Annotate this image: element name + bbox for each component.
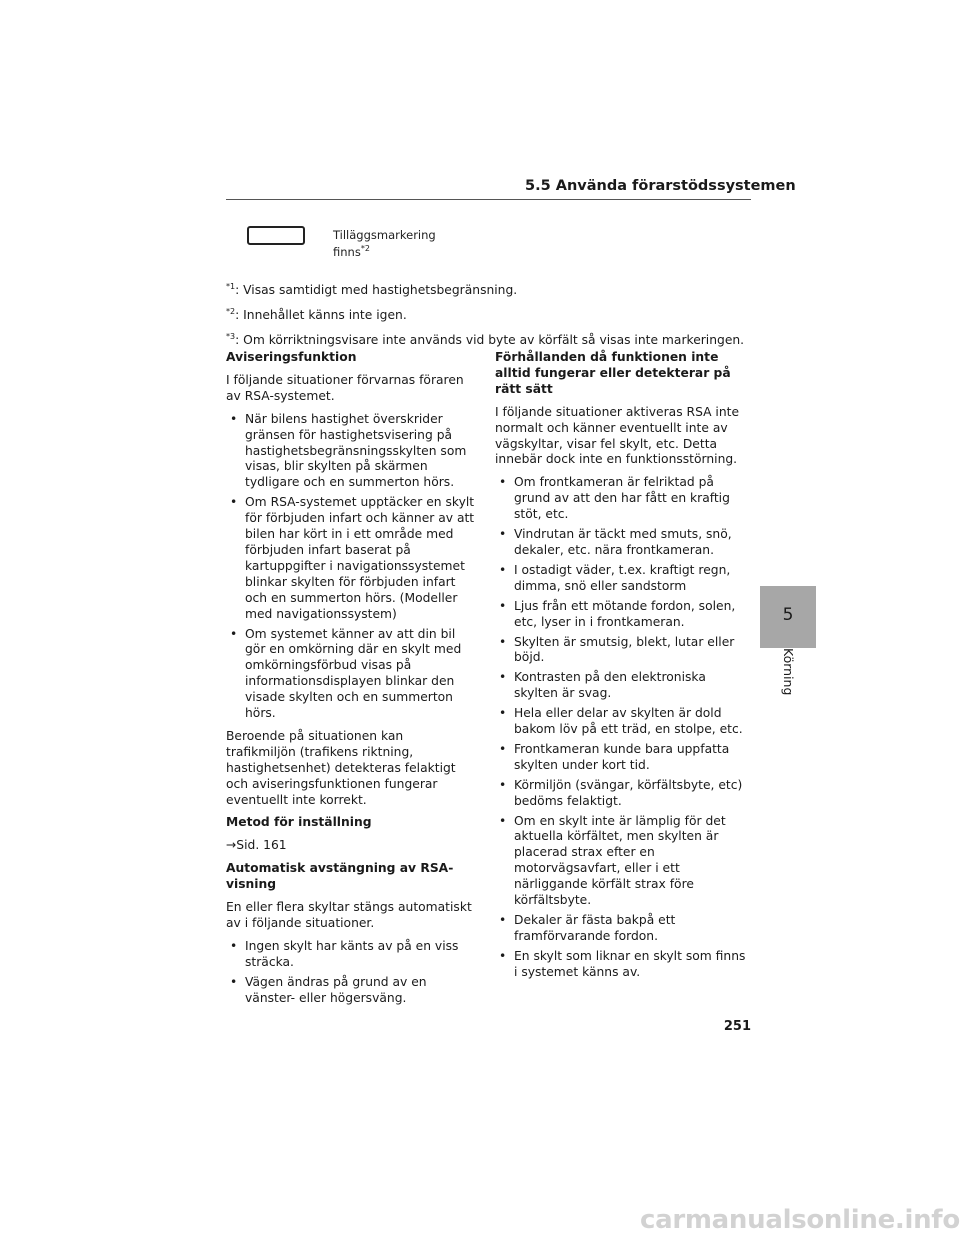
list-item (495, 563, 751, 595)
footnote-mark: *1 (226, 282, 236, 291)
list-item-text: Dekaler är fästa bakpå ett framförvarande fordon. (514, 913, 676, 943)
bullet-icon: • (499, 598, 507, 613)
list-item-text: Frontkameran kunde bara uppfatta skylten under kort tid. (514, 741, 730, 772)
bullet-icon: • (230, 974, 238, 989)
bullet-icon: • (499, 948, 507, 963)
list-item-text: När bilens hastighet överskrider gränsen för hastighetsvisering på hastighetsbegränsningsskylten som visas, blir skylten på skärmen tydligare och en summerton hörs. (245, 411, 467, 490)
footnote-1 (226, 280, 766, 297)
heading-automatic-shutoff: Automatisk avstängning av RSA-visning (226, 861, 454, 892)
paragraph: Beroende på situationen kan trafikmiljön (trafikens riktning, hastighetsenhet) detekteras felaktigt och aviseringsfunktionen fungerar eventuellt inte korrekt. (226, 728, 456, 807)
sign-label (333, 228, 436, 259)
bullet-icon: • (230, 495, 238, 510)
list-item-text: Om systemet känner av att din bil gör en omkörning där en skylt med omkörningsförbud visas på informationsdisplayen blinkar den visade skylten och en summerton hörs. (245, 626, 462, 721)
list-item-text: I ostadigt väder, t.ex. kraftigt regn, dimma, snö eller sandstorm (514, 562, 731, 593)
section-title: 5.5 Använda förarstödssystemen (525, 178, 796, 194)
bullet-icon: • (230, 626, 238, 641)
left-column (226, 350, 476, 1014)
bullet-icon: • (499, 527, 507, 542)
blank-sign-icon (247, 226, 305, 245)
list-item (495, 814, 751, 909)
bullet-icon: • (499, 562, 507, 577)
list-item (226, 975, 476, 1007)
paragraph: I följande situationer aktiveras RSA inte normalt och känner eventuellt inte av vägskyltar, visar fel skylt, etc. Detta innebär dock inte en funktionsstörning. (495, 404, 740, 467)
heading-settings-method: Metod för inställning (226, 815, 372, 830)
bullet-icon: • (499, 475, 507, 490)
footnote-text: : Om körriktningsvisare inte används vid byte av körfält så visas inte markeringen. (235, 333, 745, 348)
page-number: 251 (723, 1019, 751, 1034)
sign-label-line2: finns (333, 244, 361, 259)
footnotes (226, 280, 766, 355)
list-item (495, 949, 751, 981)
paragraph: En eller flera skyltar stängs automatiskt av i följande situationer. (226, 900, 472, 930)
footnote-mark: *3 (226, 332, 236, 342)
list-item-text: Om en skylt inte är lämplig för det aktuella körfältet, men skylten är placerad strax efter en motorvägsavfart, eller i ett närliggande körfält strax före körfältsbyte. (514, 813, 726, 908)
chapter-name: Körning (781, 648, 796, 696)
list-item-text: Ingen skylt har känts av på en viss sträcka. (245, 938, 459, 969)
list-item (226, 495, 476, 622)
heading-limitations: Förhållanden då funktionen inte alltid fungerar eller detekterar på rätt sätt (495, 350, 731, 396)
bullet-list (226, 412, 476, 722)
bullet-icon: • (499, 813, 507, 828)
footnote-3 (226, 330, 766, 347)
watermark: carmanualsonline.info (640, 1205, 960, 1235)
list-item-text: En skylt som liknar en skylt som finns i systemet känns av. (514, 948, 746, 979)
list-item (495, 527, 751, 559)
header-divider (226, 199, 751, 200)
bullet-icon: • (230, 411, 238, 426)
bullet-icon: • (499, 777, 507, 792)
list-item-text: Ljus från ett mötande fordon, solen, etc, lyser in i frontkameran. (514, 598, 736, 629)
list-item (495, 742, 751, 774)
list-item (495, 599, 751, 631)
list-item-text: Körmiljön (svängar, körfältsbyte, etc) bedöms felaktigt. (514, 777, 743, 808)
list-item (495, 475, 751, 523)
list-item (226, 939, 476, 971)
list-item-text: Hela eller delar av skylten är dold bakom löv på ett träd, en stolpe, etc. (514, 706, 743, 737)
footnote-mark: *2 (226, 307, 236, 317)
list-item (495, 778, 751, 810)
list-item-text: Vägen ändras på grund av en vänster- eller högersväng. (245, 974, 427, 1005)
list-item (495, 706, 751, 738)
footnote-2 (226, 305, 766, 322)
list-item-text: Om RSA-systemet upptäcker en skylt för förbjuden infart och känner av att bilen har kört in i ett område med förbjuden infart baserat på kartuppgifter i navigationssystemet blinkar skylten för förbjuden infart och en summerton hörs. (Modeller med navigationssystem) (245, 495, 475, 621)
paragraph: I följande situationer förvarnas föraren av RSA-systemet. (226, 372, 464, 403)
page-reference-link[interactable]: →Sid. 161 (226, 838, 287, 853)
list-item (226, 627, 476, 722)
bullet-icon: • (230, 938, 238, 953)
list-item (495, 635, 751, 667)
list-item (495, 670, 751, 702)
list-item-text: Kontrasten på den elektroniska skylten är svag. (514, 670, 706, 701)
sign-label-footnote-mark: *2 (360, 244, 370, 253)
list-item (495, 913, 751, 945)
sign-label-line1: Tilläggsmarkering (333, 228, 436, 242)
footnote-text: : Visas samtidigt med hastighetsbegränsning. (235, 283, 518, 298)
list-item-text: Om frontkameran är felriktad på grund av att den har fått en kraftig stöt, etc. (514, 475, 730, 522)
bullet-list (495, 475, 751, 980)
list-item (226, 412, 476, 492)
bullet-icon: • (499, 670, 507, 685)
bullet-icon: • (499, 913, 507, 927)
bullet-icon: • (499, 741, 507, 756)
bullet-icon: • (499, 706, 507, 721)
footnote-text: : Innehållet känns inte igen. (235, 308, 407, 323)
bullet-list (226, 939, 476, 1007)
right-column (495, 350, 751, 988)
heading-notification-function: Aviseringsfunktion (226, 350, 357, 364)
list-item-text: Skylten är smutsig, blekt, lutar eller böjd. (514, 634, 735, 665)
list-item-text: Vindrutan är täckt med smuts, snö, dekaler, etc. nära frontkameran. (514, 527, 732, 557)
bullet-icon: • (499, 634, 507, 649)
chapter-number: 5 (782, 605, 794, 625)
